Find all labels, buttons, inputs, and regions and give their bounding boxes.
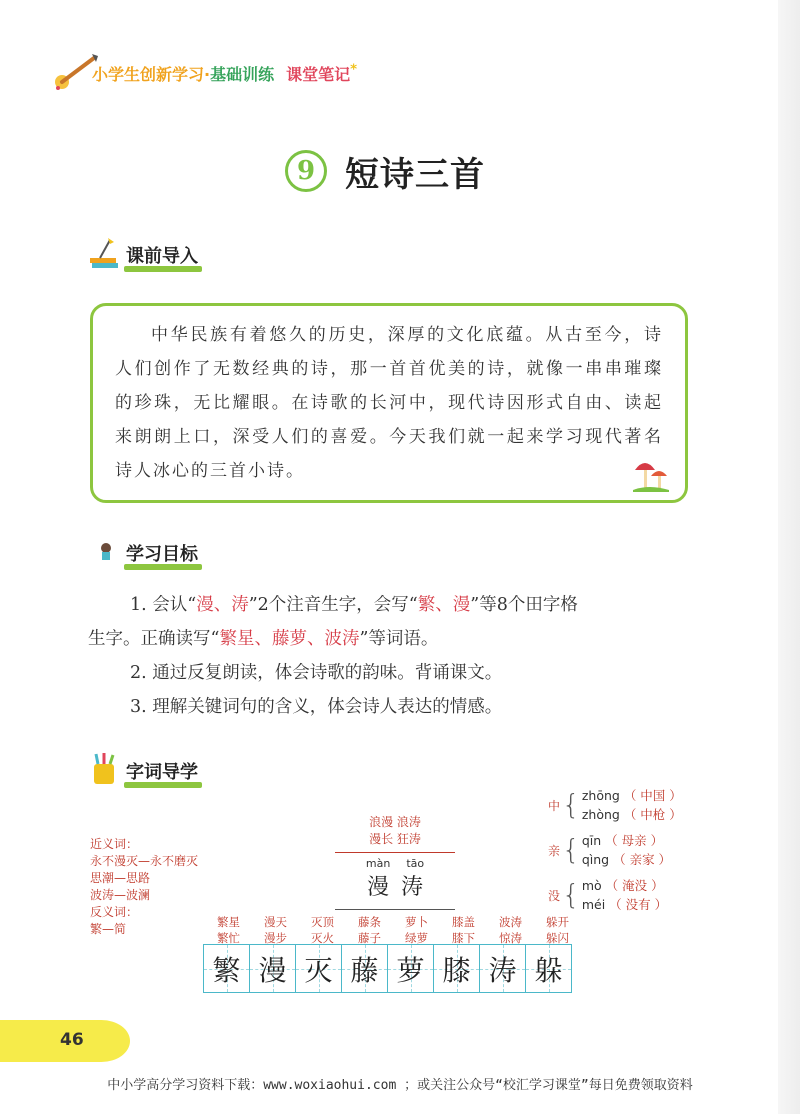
- goal1-text-e: ”等词语。: [359, 629, 439, 649]
- goal1-red-3: 繁星、藤萝、波涛: [219, 629, 360, 649]
- example-word: （ 亲家 ）: [613, 852, 672, 867]
- goal-3: 3. 理解关键词句的含义，体会诗人表达的情感。: [130, 697, 503, 717]
- section-intro-heading: [88, 236, 202, 270]
- pinyin-chars-block: [335, 814, 455, 910]
- example-word: （ 中国 ）: [623, 788, 682, 803]
- compound-col: [393, 914, 440, 946]
- grid-cell: [342, 945, 388, 992]
- goal1-red-1: 漫、涛: [196, 595, 249, 615]
- compound-word: 漫步: [264, 931, 287, 945]
- example-word: （ 母亲 ）: [605, 833, 664, 848]
- compound-word: 繁忙: [217, 931, 240, 945]
- page-edge: [778, 0, 800, 1114]
- polyphone-char: 没: [548, 888, 561, 903]
- example-word: （ 淹没 ）: [605, 878, 664, 893]
- brand-star: *: [350, 62, 358, 78]
- grid-cell: [388, 945, 434, 992]
- goal1-text-a: 1. 会认“: [130, 595, 197, 615]
- synonym-2: 思潮—思路: [90, 871, 151, 885]
- section-vocab-label: 字词导学: [124, 758, 202, 786]
- char-row: [335, 870, 455, 901]
- brand-dot: ·: [204, 65, 211, 84]
- goal1-red-2: 繁、漫: [417, 595, 471, 615]
- section-vocab-heading: [88, 752, 202, 786]
- page-number: 46: [60, 1030, 84, 1050]
- brace-icon: {: [562, 788, 580, 821]
- antonym-1: 繁—简: [90, 922, 127, 936]
- compound-word: 躲开: [546, 915, 569, 929]
- compound-word: 藤条: [358, 915, 381, 929]
- goal1-text-d: 生字。正确读写“: [88, 629, 220, 649]
- word-relations: [90, 836, 198, 938]
- pinyin: mò: [581, 878, 602, 893]
- center-words-2: 漫长 狂涛: [369, 832, 421, 846]
- mushroom-icon: [629, 454, 671, 494]
- brand-title: [92, 62, 357, 85]
- pencil-cup-icon: [88, 752, 122, 786]
- compound-word: 藤子: [358, 931, 381, 945]
- compound-word: 灭火: [311, 931, 334, 945]
- grid-char: 漫: [258, 953, 287, 987]
- polyphone-char: 亲: [548, 843, 561, 858]
- pinyin: zhōng: [581, 788, 620, 803]
- grid-char: 萝: [396, 953, 425, 987]
- grid-char: 繁: [212, 953, 241, 987]
- compound-word: 漫天: [264, 915, 287, 929]
- grid-char: 膝: [442, 953, 471, 987]
- compound-col: [487, 914, 534, 946]
- brace-icon: {: [562, 833, 580, 866]
- polyphone-char: 中: [548, 798, 561, 813]
- pinyin: qìng: [581, 852, 610, 867]
- compound-col: [205, 914, 252, 946]
- brace-icon: {: [562, 878, 580, 911]
- grid-cell: [526, 945, 571, 992]
- divider: [335, 852, 455, 853]
- goals-list: [88, 588, 698, 724]
- goal-2: 2. 通过反复朗读，体会诗歌的韵味。背诵课文。: [130, 663, 503, 683]
- pinyin: zhòng: [581, 807, 620, 822]
- section-goals-heading: [88, 534, 202, 568]
- lesson-title: 短诗三首: [345, 154, 485, 195]
- intro-box: [90, 303, 688, 503]
- compound-word: 绿萝: [405, 931, 428, 945]
- grid-char: 涛: [488, 953, 517, 987]
- antonyms-title: 反义词：: [90, 905, 139, 919]
- compound-word: 灭顶: [311, 915, 334, 929]
- compound-word: 躲闪: [546, 931, 569, 945]
- grid-cell: [480, 945, 526, 992]
- section-goals-label: 学习目标: [124, 540, 202, 568]
- compound-word: 膝下: [452, 931, 475, 945]
- grid-cell: [296, 945, 342, 992]
- goal1-text-c: ”等8个田字格: [470, 595, 578, 615]
- character-grid: [203, 944, 572, 993]
- compound-word: 萝卜: [405, 915, 428, 929]
- polyphone-2: [548, 831, 671, 869]
- compound-word: 惊涛: [499, 931, 522, 945]
- lesson-number: 9: [285, 150, 327, 192]
- char-2: 涛: [401, 875, 424, 900]
- char-1: 漫: [366, 875, 389, 900]
- compound-word: 繁星: [217, 915, 240, 929]
- grid-cell: [250, 945, 296, 992]
- grid-char: 藤: [350, 953, 379, 987]
- pinyin-1: màn: [365, 857, 391, 870]
- goal1-text-b: ”2个注音生字，会写“: [248, 595, 418, 615]
- compound-word: 膝盖: [452, 915, 475, 929]
- brand-part3: 课堂笔记: [286, 65, 351, 84]
- synonym-1: 永不漫灭—永不磨灭: [90, 854, 199, 868]
- lesson-heading: [285, 146, 485, 196]
- grid-cell: [434, 945, 480, 992]
- synonyms-title: 近义词：: [90, 837, 139, 851]
- compound-col: [346, 914, 393, 946]
- compound-word: 波涛: [499, 915, 522, 929]
- compound-col: [534, 914, 581, 946]
- section-intro-label: 课前导入: [124, 242, 202, 270]
- goal-1: [88, 588, 698, 656]
- example-word: （ 中枪 ）: [623, 807, 682, 822]
- polyphone-1: [548, 786, 682, 824]
- example-word: （ 没有 ）: [609, 897, 668, 912]
- compound-col: [299, 914, 346, 946]
- brand-part1: 小学生创新学习: [92, 65, 205, 84]
- footer-notice: 中小学高分学习资料下载：www.woxiaohui.com ；或关注公众号“校汇学习课堂”每日免费领取资料: [107, 1078, 693, 1093]
- books-icon: [88, 236, 122, 270]
- synonym-3: 波涛—波澜: [90, 888, 151, 902]
- underline: [335, 909, 455, 910]
- moon-reader-icon: [88, 534, 122, 568]
- compound-words: [205, 914, 581, 946]
- grid-char: 躲: [534, 953, 563, 987]
- center-words-1: 浪漫 浪涛: [369, 815, 421, 829]
- series-brand: [52, 52, 472, 92]
- pinyin-2: tāo: [406, 857, 425, 870]
- compound-col: [252, 914, 299, 946]
- brand-part2: 基础训练: [210, 65, 275, 84]
- grid-cell: [204, 945, 250, 992]
- pinyin-row: [335, 857, 455, 870]
- pinyin: qīn: [581, 833, 602, 848]
- compound-col: [440, 914, 487, 946]
- grid-char: 灭: [304, 953, 333, 987]
- intro-text: 中华民族有着悠久的历史，深厚的文化底蕴。从古至今，诗人们创作了无数经典的诗，那一首首优美的诗，就像一串串璀璨的珍珠，无比耀眼。在诗歌的长河中，现代诗因形式自由、读起来朗朗上口，深受人们的喜爱。今天我们就一起来学习现代著名诗人冰心的三首小诗。: [115, 325, 663, 481]
- pinyin: méi: [581, 897, 606, 912]
- polyphone-3: [548, 876, 667, 914]
